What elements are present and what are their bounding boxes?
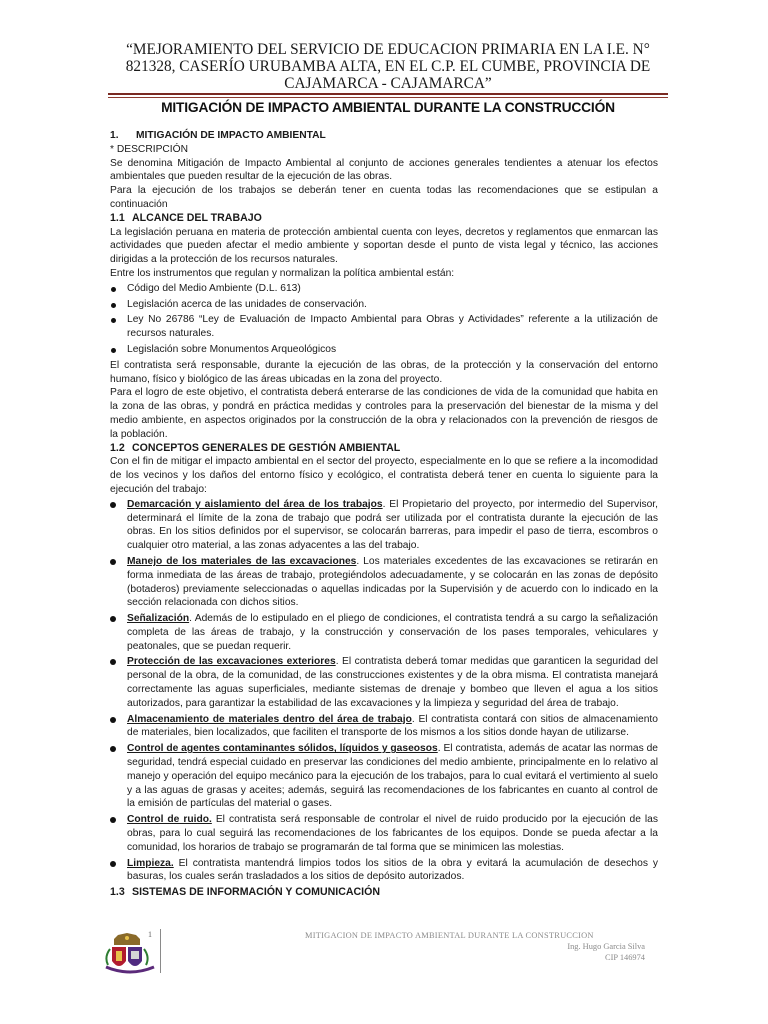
- list-item: Señalización. Además de lo estipulado en el pliego de condiciones, el contratista tendrá a su cargo la señalización completa de las áreas de trabajo, y la construcción y conservación de los pases temporales, vehiculares y peatonales, que se puedan requerir.: [110, 612, 658, 653]
- section-1-1-paragraph-3: El contratista será responsable, durante la ejecución de las obras, de la protección y la conservación del entorno humano, físico y biológico de las áreas ubicadas en la zona del proyecto.: [110, 359, 658, 385]
- section-1-1-paragraph-1: La legislación peruana en materia de protección ambiental cuenta con leyes, decretos y reglamentos que enmarcan las actividades que pueden afectar el medio ambiente y soportan desde el punto de vista legal y técnico, las acciones dirigidas a la protección de los recursos naturales.: [110, 226, 658, 266]
- list-item: Demarcación y aislamiento del área de los trabajos. El Propietario del proyecto, por intermedio del Supervisor, determinará el límite de la zona de trabajo que podrá ser utilizada por el contratista durante la ejecución de las obras. En los sitios definidos por el supervisor, se colocarán barreras, para impedir el paso de tierra, escombros o cualquier otro material, a las zonas adyacentes a las del trabajo.: [110, 498, 658, 553]
- section-1-1-number: 1.1: [110, 211, 125, 224]
- project-header-title: “MEJORAMIENTO DEL SERVICIO DE EDUCACION PRIMARIA EN LA I.E. N° 821328, CASERÍO URUBAMBA ALTA, EN EL C.P. EL CUMBE, PROVINCIA DE CAJAMARCA - CAJAMARCA”: [125, 41, 651, 92]
- management-concepts-list: [110, 498, 658, 885]
- item-text: El contratista, además de acatar las normas de seguridad, tendrá especial cuidado en preservar las condiciones del medio ambiente, principalmente en lo relativo al manejo y operación del equipo mecánico para la ejecución de los trabajos, para lo cual evitará el vertimiento al suelo y a las aguas de grasas y aceites; además, seguirá las recomendaciones de los fabricantes en cuanto al control de la emisión de partículas del material o gases.: [127, 743, 658, 810]
- section-1-1-title: ALCANCE DEL TRABAJO: [132, 211, 262, 224]
- document-body: [110, 129, 658, 900]
- item-term: Control de ruido.: [127, 814, 212, 826]
- item-text: El contratista será responsable de controlar el nivel de ruido producido por la ejecución de las obras, para lo cual seguirá las recomendaciones de los fabricantes de los equipos. Donde se pueda afectar a la comunidad, los horarios de trabajo se programarán de tal forma que se minimicen las molestias.: [127, 814, 658, 853]
- list-item: Código del Medio Ambiente (D.L. 613): [110, 282, 658, 296]
- section-1-heading: [110, 129, 658, 143]
- footer-document-name: MITIGACION DE IMPACTO AMBIENTAL DURANTE LA CONSTRUCCION: [305, 931, 594, 940]
- list-item: [110, 813, 658, 854]
- item-term: Almacenamiento de materiales dentro del área de trabajo: [127, 713, 412, 725]
- footer-divider: [160, 929, 161, 973]
- section-1-2-paragraph-1: Con el fin de mitigar el impacto ambiental en el sector del proyecto, especialmente en lo que se refiere a la incomodidad de los vecinos y los daños del entorno físico y ecológico, el contratista deberá tener en cuenta lo siguiente para la ejecución del trabajo:: [110, 456, 658, 495]
- item-text: Además de lo estipulado en el pliego de condiciones, el contratista tendrá a su cargo la señalización completa de las áreas de trabajo, y la construcción y conservación de los pases temporales, vehiculares y peatonales, que se puedan requerir.: [127, 613, 658, 652]
- section-1-paragraph-2: Para la ejecución de los trabajos se deberán tener en cuenta todas las recomendaciones que se estipulan a continuación: [110, 185, 658, 210]
- section-1-paragraph-1: Se denomina Mitigación de Impacto Ambiental al conjunto de acciones generales tendientes a atenuar los efectos ambientales que pueden resultar de la ejecución de las obras.: [110, 157, 658, 183]
- section-1-1-paragraph-2: Entre los instrumentos que regulan y normalizan la política ambiental están:: [110, 267, 455, 279]
- section-1-1-heading: [110, 212, 658, 226]
- item-text: El contratista mantendrá limpios todos los sitios de la obra y evitará la acumulación de desechos y basuras, los cuales serán trasladados a los sitios de depósito autorizados.: [127, 857, 658, 883]
- list-item: Control de agentes contaminantes sólidos, líquidos y gaseosos. El contratista, además de acatar las normas de seguridad, tendrá especial cuidado en preservar las condiciones del medio ambiente, principalmente en lo relativo al manejo y operación del equipo mecánico para la ejecución de los trabajos, para lo cual evitará el vertimiento al suelo y a las aguas de grasas y aceites; además, seguirá las recomendaciones de los fabricantes en cuanto al control de la emisión de partículas del material o gases.: [110, 742, 658, 811]
- list-item: Ley No 26786 “Ley de Evaluación de Impacto Ambiental para Obras y Actividades” referente a la utilización de recursos naturales.: [110, 313, 658, 341]
- footer-cip-number: CIP 146974: [605, 953, 645, 962]
- item-text: El Propietario del proyecto, por intermedio del Supervisor, determinará el límite de la zona de trabajo que podrá ser utilizada por el contratista durante la ejecución de las obras. En los sitios definidos por el supervisor, se colocarán barreras, para impedir el paso de tierra, escombros o cualquier otro material, a las zonas adyacentes a las del trabajo.: [127, 498, 658, 552]
- legal-instruments-list: [110, 282, 658, 357]
- list-item: Protección de las excavaciones exteriores. El contratista deberá tomar medidas que garanticen la seguridad del personal de la obra, de la comunidad, de las construcciones existentes y de la obra misma. El contratista manejará correctamente las aguas superficiales, mediante sistemas de drenaje y bombeo que lleven el agua a los sitios autorizados, para garantizar la estabilidad de las excavaciones y la limpieza y seguridad del área de trabajo.: [110, 655, 658, 710]
- header-rule-thin: [108, 97, 668, 98]
- document-title: MITIGACIÓN DE IMPACTO AMBIENTAL DURANTE LA CONSTRUCCIÓN: [161, 100, 615, 115]
- section-1-number: 1.: [110, 130, 119, 141]
- section-1-3-heading: [110, 886, 658, 900]
- item-term: Señalización: [127, 613, 190, 625]
- list-item: [110, 857, 658, 885]
- list-item: Manejo de los materiales de las excavaciones. Los materiales excedentes de las excavaciones se retirarán en forma inmediata de las áreas de trabajo, protegiéndolos adecuadamente, y se colocarán en las zonas de depósito (botaderos) previamente seleccionadas o aquellas indicadas por la Supervisión y de acuerdo con lo indicado en la sección relacionada con dichos sitios.: [110, 555, 658, 610]
- footer: [300, 930, 645, 963]
- item-term: Control de agentes contaminantes sólidos, líquidos y gaseosos: [127, 743, 438, 755]
- list-item: Legislación acerca de las unidades de conservación.: [110, 298, 658, 312]
- page-number: 1: [148, 930, 152, 939]
- description-label: * DESCRIPCIÓN: [110, 143, 189, 155]
- item-term: Demarcación y aislamiento del área de los trabajos: [127, 498, 383, 510]
- section-1-1-paragraph-4: Para el logro de este objetivo, el contratista deberá enterarse de las condiciones de vida de la comunidad que habita en la zona de las obras, y pondrá en práctica medidas y controles para la preservación del bienestar de la misma y del medio ambiente, en aspectos originados por la construcción de la obra y relacionados con la prevención de riesgos de la población.: [110, 387, 658, 440]
- list-item: Almacenamiento de materiales dentro del área de trabajo. El contratista contará con sitios de almacenamiento de materiales, bien localizados, que faciliten el transporte de los mismos a los sitios donde hayan de utilizarse.: [110, 713, 658, 741]
- section-1-2-title: CONCEPTOS GENERALES DE GESTIÓN AMBIENTAL: [132, 441, 401, 454]
- header-rule-thick: [108, 93, 668, 95]
- item-text: Los materiales excedentes de las excavaciones se retirarán en forma inmediata de las áreas de trabajo, protegiéndolos adecuadamente, y se colocarán en las zonas de depósito (botaderos) previamente seleccionadas o aquellas indicadas por la Supervisión y de acuerdo con lo indicado en la sección relacionada con dichos sitios.: [127, 555, 658, 609]
- section-1-3-title: SISTEMAS DE INFORMACIÓN Y COMUNICACIÓN: [132, 886, 380, 899]
- footer-engineer-name: Ing. Hugo Garcia Silva: [567, 942, 645, 951]
- item-text: El contratista deberá tomar medidas que garanticen la seguridad del personal de la obra, de la comunidad, de las construcciones existentes y de la obra misma. El contratista manejará correctamente las aguas superficiales, mediante sistemas de drenaje y bombeo que lleven el agua a los sitios autorizados, para garantizar la estabilidad de las excavaciones y la limpieza y seguridad del área de trabajo.: [127, 656, 658, 709]
- item-term: Manejo de los materiales de las excavaciones: [127, 555, 357, 567]
- section-1-2-heading: [110, 442, 658, 456]
- section-1-title: MITIGACIÓN DE IMPACTO AMBIENTAL: [136, 130, 326, 141]
- list-item: Legislación sobre Monumentos Arqueológicos: [110, 343, 658, 357]
- item-term: Protección de las excavaciones exteriores: [127, 656, 336, 668]
- item-text: El contratista contará con sitios de almacenamiento de materiales, bien localizados, que faciliten el transporte de los mismos a los sitios donde hayan de utilizarse.: [127, 713, 658, 739]
- section-1-3-number: 1.3: [110, 886, 125, 899]
- section-1-2-number: 1.2: [110, 441, 125, 454]
- item-term: Limpieza.: [127, 857, 174, 869]
